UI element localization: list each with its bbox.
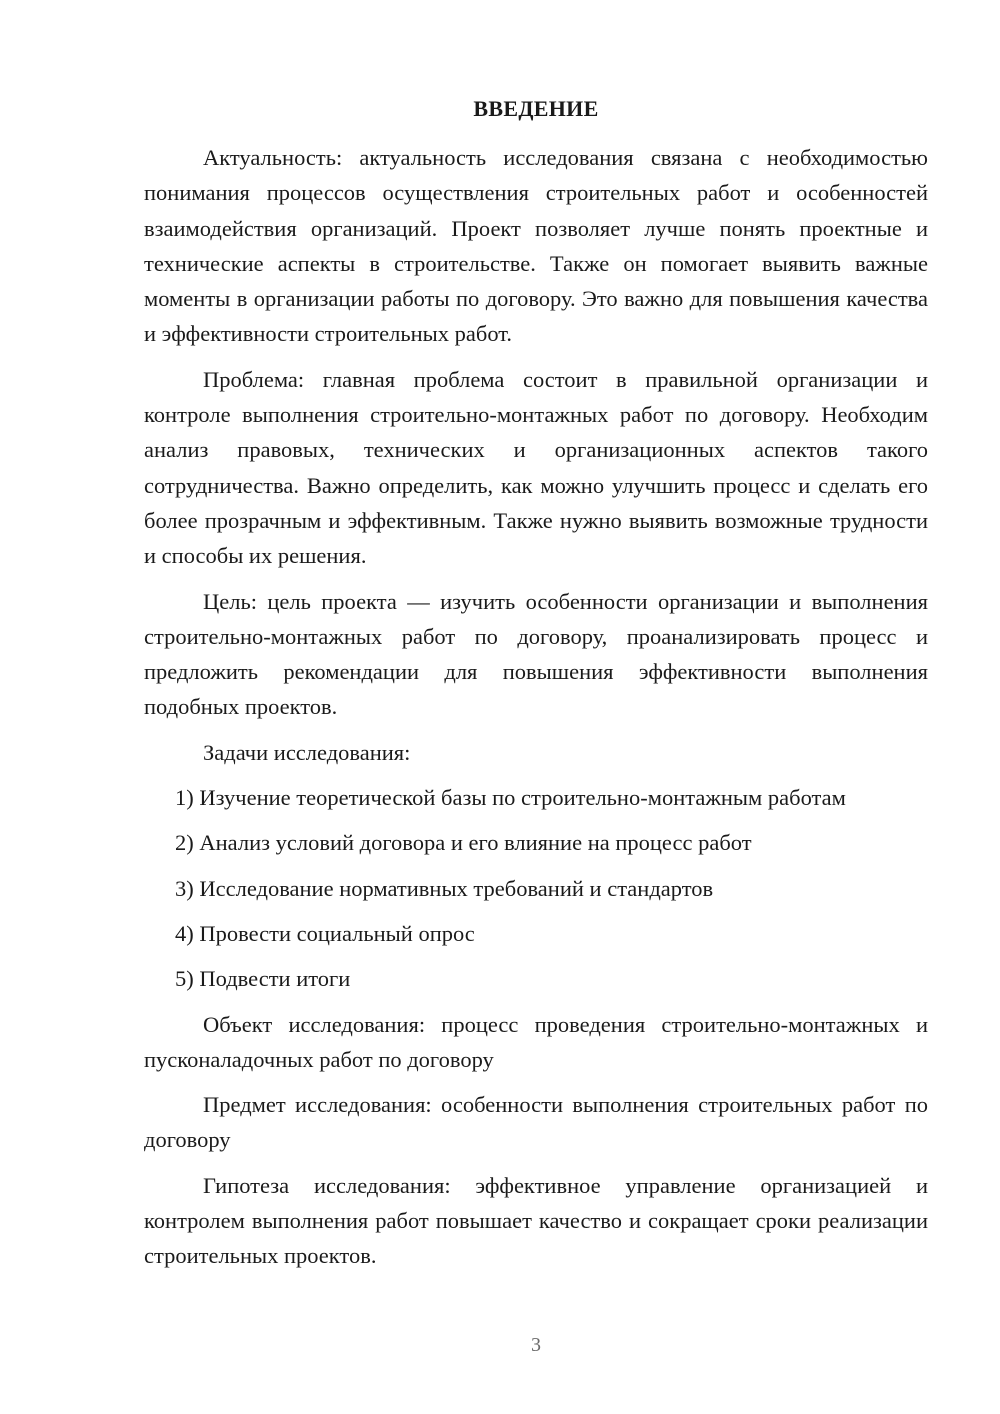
list-item: 2) Анализ условий договора и его влияние на процесс работ [175, 830, 752, 856]
page-number: 3 [531, 1334, 541, 1356]
hypothesis-paragraph: Гипотеза исследования: эффективное управление организацией и контролем выполнения работ повышает качество и сокращает сроки реализации строительных проектов. [144, 1172, 928, 1269]
relevance-paragraph: Актуальность: актуальность исследования связана с необходимостью понимания процессов осуществления строительных работ и особенностей взаимодействия организаций. Проект позволяет лучше понять проектные и технические аспекты в строительстве. Также он помогает выявить важные моменты в организации работы по договору. Это важно для повышения качества и эффективности строительных работ. [144, 145, 928, 347]
goal-paragraph: Цель: цель проекта — изучить особенности организации и выполнения строительно-монтажных работ по договору, проанализировать процесс и предложить рекомендации для повышения эффективности выполнения подобных проектов. [144, 588, 928, 720]
list-item: 3) Исследование нормативных требований и стандартов [175, 875, 714, 901]
list-item: 1) Изучение теоретической базы по строительно-монтажным работам [175, 785, 846, 811]
document-body [144, 140, 928, 1284]
object-paragraph: Объект исследования: процесс проведения строительно-монтажных и пусконаладочных работ по договору [144, 1011, 928, 1072]
list-item: 5) Подвести итоги [175, 966, 351, 992]
tasks-heading: Задачи исследования: [203, 739, 411, 765]
subject-paragraph: Предмет исследования: особенности выполнения строительных работ по договору [144, 1092, 928, 1153]
list-item: 4) Провести социальный опрос [175, 920, 475, 946]
page-title: ВВЕДЕНИЕ [473, 96, 599, 121]
problem-paragraph: Проблема: главная проблема состоит в правильной организации и контроле выполнения строительно-монтажных работ по договору. Необходим анализ правовых, технических и организационных аспектов такого сотрудничества. Важно определить, как можно улучшить процесс и сделать его более прозрачным и эффективным. Также нужно выявить возможные трудности и способы их решения. [144, 366, 928, 569]
